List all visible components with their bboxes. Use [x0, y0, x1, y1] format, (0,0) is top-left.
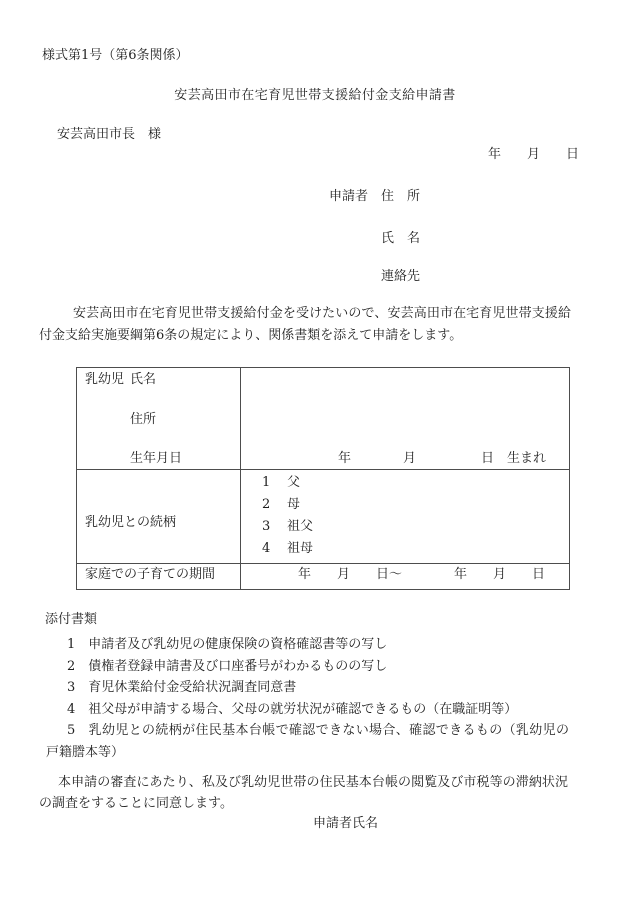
relationship-option-grandfather: 祖父	[287, 519, 314, 534]
childcare-period-fill-line: 年 月 日～ 年 月 日	[298, 567, 546, 582]
relationship-label: 乳幼児との続柄	[85, 515, 177, 530]
relationship-option-number: 4	[262, 541, 271, 556]
consent-paragraph: 本申請の審査にあたり、私及び乳幼児世帯の住民基本台帳の閲覧及び市税等の滞納状況の調査をすることに同意します。	[39, 775, 568, 811]
attachment-item-text: 祖父母が申請する場合、父母の就労状況が確認できるもの（在職証明等）	[88, 701, 518, 717]
attachment-item-text: 乳幼児との続柄が住民基本台帳で確認できない場合、確認できるもの（乳幼児の戸籍謄本等）	[46, 723, 569, 760]
infant-address-label: 住所	[130, 412, 157, 427]
relationship-option-grandmother: 祖母	[287, 541, 314, 556]
applicant-address-label: 申請者 住 所	[329, 189, 421, 204]
intro-paragraph: 安芸高田市在宅育児世帯支援給付金を受けたいので、安芸高田市在宅育児世帯支援給付金支給実施要綱第6条の規定により、関係書類を添えて申請をします。	[39, 306, 571, 343]
applicant-contact-label: 連絡先	[381, 269, 421, 284]
attachment-item-number: 2	[67, 658, 76, 674]
applicant-signature-label: 申請者氏名	[313, 816, 379, 831]
table-row-divider-2	[77, 563, 569, 564]
attachment-item	[46, 634, 569, 656]
addressee-line: 安芸高田市長 様	[57, 127, 162, 142]
page-title: 安芸高田市在宅育児世帯支援給付金支給申請書	[174, 88, 456, 103]
attachment-item-text: 申請者及び乳幼児の健康保険の資格確認書等の写し	[88, 637, 388, 652]
attachment-item-text: 債権者登録申請書及び口座番号がわかるものの写し	[88, 658, 388, 674]
infant-label: 乳幼児	[85, 372, 125, 387]
attachment-item-number: 1	[67, 637, 76, 652]
childcare-period-label: 家庭での子育ての期間	[85, 567, 216, 582]
infant-birthdate-label: 生年月日	[130, 451, 183, 466]
attachment-item	[46, 699, 569, 721]
attachment-item	[46, 677, 569, 699]
infant-birthdate-fill-line: 年 月 日 生まれ	[338, 451, 547, 466]
form-number: 様式第1号（第6条関係）	[42, 48, 189, 63]
table-row-divider-1	[77, 469, 569, 470]
applicant-name-label: 氏 名	[381, 231, 421, 246]
infant-info-table	[76, 367, 570, 590]
attachment-item-number: 4	[67, 701, 76, 717]
attachment-item-text: 育児休業給付金受給状況調査同意書	[88, 680, 297, 695]
table-column-divider	[240, 368, 241, 589]
attachments-heading: 添付書類	[45, 612, 98, 627]
relationship-option-number: 3	[262, 519, 271, 534]
attachment-item-number: 5	[67, 723, 76, 738]
attachments-list	[46, 634, 569, 763]
attachment-item	[46, 720, 569, 763]
date-fill-line: 年 月 日	[488, 147, 580, 162]
relationship-option-number: 2	[262, 497, 271, 512]
relationship-option-father: 父	[287, 475, 301, 490]
infant-name-label: 氏名	[130, 372, 157, 387]
attachment-item-number: 3	[67, 680, 76, 695]
relationship-option-mother: 母	[287, 497, 301, 512]
relationship-option-number: 1	[262, 475, 271, 490]
attachment-item	[46, 656, 569, 678]
